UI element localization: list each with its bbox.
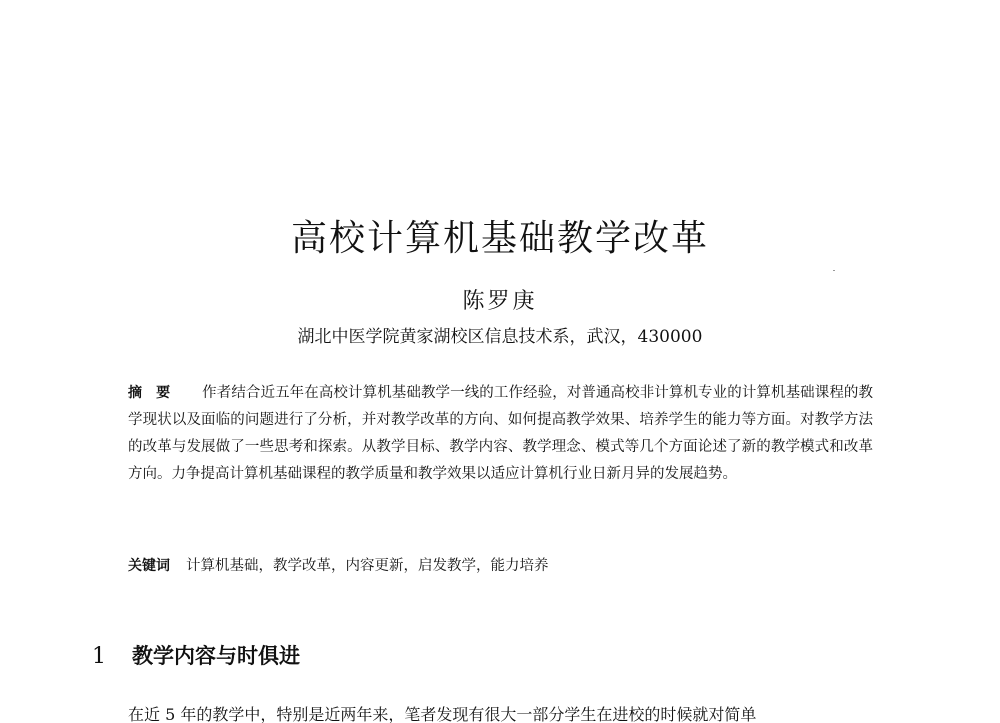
scan-speck bbox=[833, 270, 835, 271]
body-paragraph: 在近 5 年的教学中，特别是近两年来，笔者发现有很大一部分学生在进校的时候就对简单 bbox=[128, 705, 757, 723]
author-affiliation: 湖北中医学院黄家湖校区信息技术系，武汉，430000 bbox=[297, 327, 703, 347]
abstract-label: 摘要 bbox=[128, 385, 185, 401]
section-heading bbox=[92, 640, 300, 670]
abstract bbox=[128, 380, 873, 488]
section-title: 教学内容与时俱进 bbox=[132, 644, 300, 668]
abstract-text: 作者结合近五年在高校计算机基础教学一线的工作经验，对普通高校非计算机专业的计算机基础课程的教学现状以及面临的问题进行了分析，并对教学改革的方向、如何提高教学效果、培养学生的能力等方面。对教学方法的改革与发展做了一些思考和探索。从教学目标、教学内容、教学理念、模式等几个方面论述了新的教学模式和改革方向。力争提高计算机基础课程的教学质量和教学效果以适应计算机行业日新月异的发展趋势。 bbox=[128, 385, 873, 482]
keywords bbox=[128, 553, 873, 579]
paper-title: 高校计算机基础教学改革 bbox=[290, 218, 709, 259]
author-name: 陈罗庚 bbox=[462, 289, 538, 314]
section-number: 1 bbox=[92, 644, 106, 669]
keywords-label: 关键词 bbox=[128, 558, 170, 574]
keywords-text: 计算机基础，教学改革，内容更新，启发教学，能力培养 bbox=[186, 558, 549, 574]
